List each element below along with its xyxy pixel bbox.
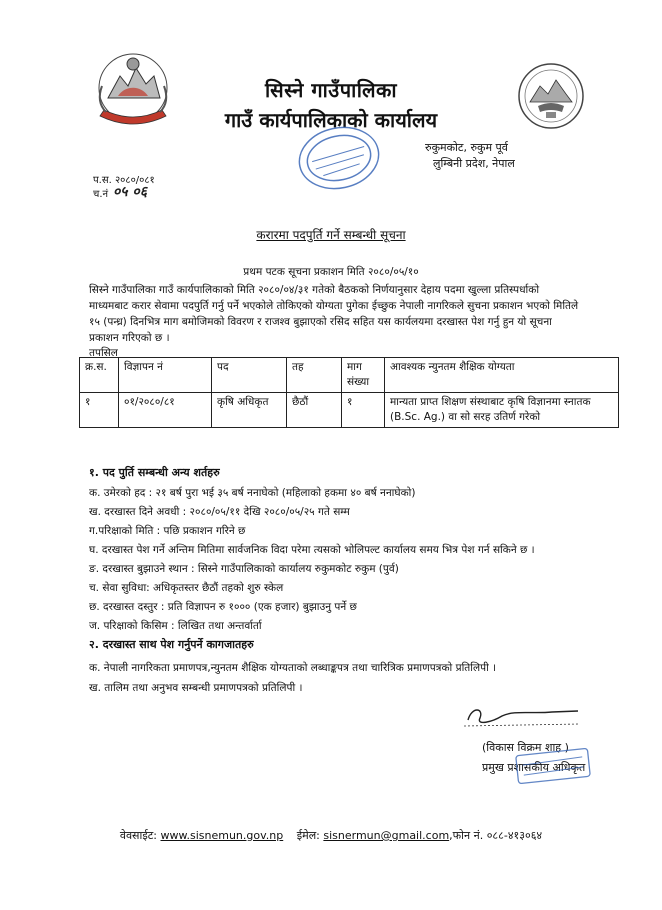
condition-item: ज. परिक्षाको किसिम : लिखित तथा अन्तर्वार्ता [89, 620, 262, 632]
documents-heading: २. दरखास्त साथ पेश गर्नुपर्ने कागजातहरु [89, 638, 254, 651]
office-stamp [290, 118, 388, 198]
condition-item: क. उमेरको हद : २१ बर्ष पुरा भई ३५ बर्ष ननाघेको (महिलाको हकमा ४० बर्ष ननाघेको) [89, 487, 416, 499]
document-item: क. नेपाली नागरिकता प्रमाणपत्र,न्युनतम शैक्षिक योग्यताको लब्धाङ्कपत्र तथा चारित्रिक प्रमाणपत्रको प्रतिलिपी । [89, 662, 497, 674]
website-link[interactable]: www.sisnemun.gov.np [160, 829, 284, 842]
signature-mark [462, 702, 582, 730]
email-label: ईमेल: [296, 829, 320, 842]
notice-body-line: माध्यमबाट करार सेवामा पदपुर्ति गर्नु पर्ने भएकोले तोकिएको योग्यता पुगेका ईच्छुक नेपाली नागरिकले सुचना प्रकाशन भएको मितिले [89, 300, 579, 312]
condition-item: ख. दरखास्त दिने अवधी : २०८०/०५/११ देखि २०८०/०५/२५ गते सम्म [89, 506, 350, 518]
table-header-cell: माग संख्या [342, 358, 385, 393]
table-header-row [80, 358, 619, 393]
condition-item: छ. दरखास्त दस्तुर : प्रति विज्ञापन रु १००० (एक हजार) बुझाउनु पर्ने छ [89, 601, 357, 613]
table-cell: १ [342, 393, 385, 428]
table-header-cell: क्र.स. [80, 358, 119, 393]
table-cell: कृषि अधिकृत [212, 393, 287, 428]
address-line1: रुकुमकोट, रुकुम पूर्व [425, 141, 508, 154]
notice-body-line: १५ (पन्ध्र) दिनभित्र माग बमोजिमको विवरण र राजश्व बुझाएको रसिद सहित यस कार्यलयमा दरखास्त पेश गर्नु हुन यो सूचना [89, 316, 552, 328]
designation-stamp [513, 748, 593, 784]
conditions-heading: १. पद पुर्ति सम्बन्धी अन्य शर्तहरु [89, 466, 220, 479]
email-link[interactable]: sisnermun@gmail.com [323, 829, 450, 842]
phone-number: ,फोन नं. ०८८-४१३०६४ [449, 829, 543, 842]
table-row [80, 393, 619, 428]
fiscal-year: प.स. २०८०/०८१ [93, 175, 155, 186]
table-cell: मान्यता प्राप्त शिक्षण संस्थाबाट कृषि विज्ञानमा स्नातक (B.Sc. Ag.) वा सो सरह उतिर्ण गरेको [385, 393, 619, 428]
office-title-line2: गाउँ कार्यपालिकाको कार्यालय [224, 108, 438, 132]
schedule-label: तपसिल [89, 347, 118, 359]
table-cell: १ [80, 393, 119, 428]
table-header-cell: विज्ञापन नं [119, 358, 212, 393]
table-cell: छैठौं [287, 393, 342, 428]
notice-body-line: प्रकाशन गरिएको छ । [89, 332, 170, 344]
table-cell: ०१/२०८०/८१ [119, 393, 212, 428]
table-header-cell: आवश्यक न्युनतम शैक्षिक योग्यता [385, 358, 619, 393]
dispatch-label: च.नं [93, 189, 109, 200]
notice-subject [0, 226, 662, 243]
publication-date: प्रथम पटक सूचना प्रकाशन मिति २०८०/०५/१० [243, 266, 419, 278]
footer-contact [0, 828, 662, 843]
notice-body-line: सिस्ने गाउँपालिका गाउँ कार्यपालिकाको मिति २०८०/०४/३१ गतेको बैठकको निर्णयानुसार देहाय पदमा खुल्ला प्रतिस्पर्धाको [89, 284, 540, 296]
condition-item: च. सेवा सुविधा: अधिकृतस्तर छैठौं तहको शुरु स्केल [89, 582, 284, 594]
vacancy-table [79, 357, 619, 428]
dispatch-number: ०५ ०६ [113, 184, 147, 200]
website-label: वेवसाईट: [119, 829, 157, 842]
condition-item: घ. दरखास्त पेश गर्ने अन्तिम मितिमा सार्वजनिक विदा परेमा त्यसको भोलिपल्ट कार्यालय समय भित्र पेश गर्न सकिने छ । [89, 544, 535, 556]
signatory-name: (विकास विक्रम शाह ) [482, 741, 569, 754]
document-item: ख. तालिम तथा अनुभव सम्बन्धी प्रमाणपत्रको प्रतिलिपी । [89, 682, 303, 694]
condition-item: ग.परिक्षाको मिति : पछि प्रकाशन गरिने छ [89, 525, 246, 537]
notice-subject-text: करारमा पदपुर्ति गर्ने सम्बन्धी सूचना [256, 228, 406, 242]
signatory-designation: प्रमुख प्रशासकीय अधिकृत [482, 761, 586, 774]
office-title-line1: सिस्ने गाउँपालिका [264, 78, 398, 102]
notice-body [89, 282, 609, 346]
condition-item: ङ. दरखास्त बुझाउने स्थान : सिस्ने गाउँपालिकाको कार्यालय रुकुमकोट रुकुम (पुर्व) [89, 563, 399, 575]
table-header-cell: तह [287, 358, 342, 393]
table-header-cell: पद [212, 358, 287, 393]
address-line2: लुम्बिनी प्रदेश, नेपाल [433, 157, 515, 170]
